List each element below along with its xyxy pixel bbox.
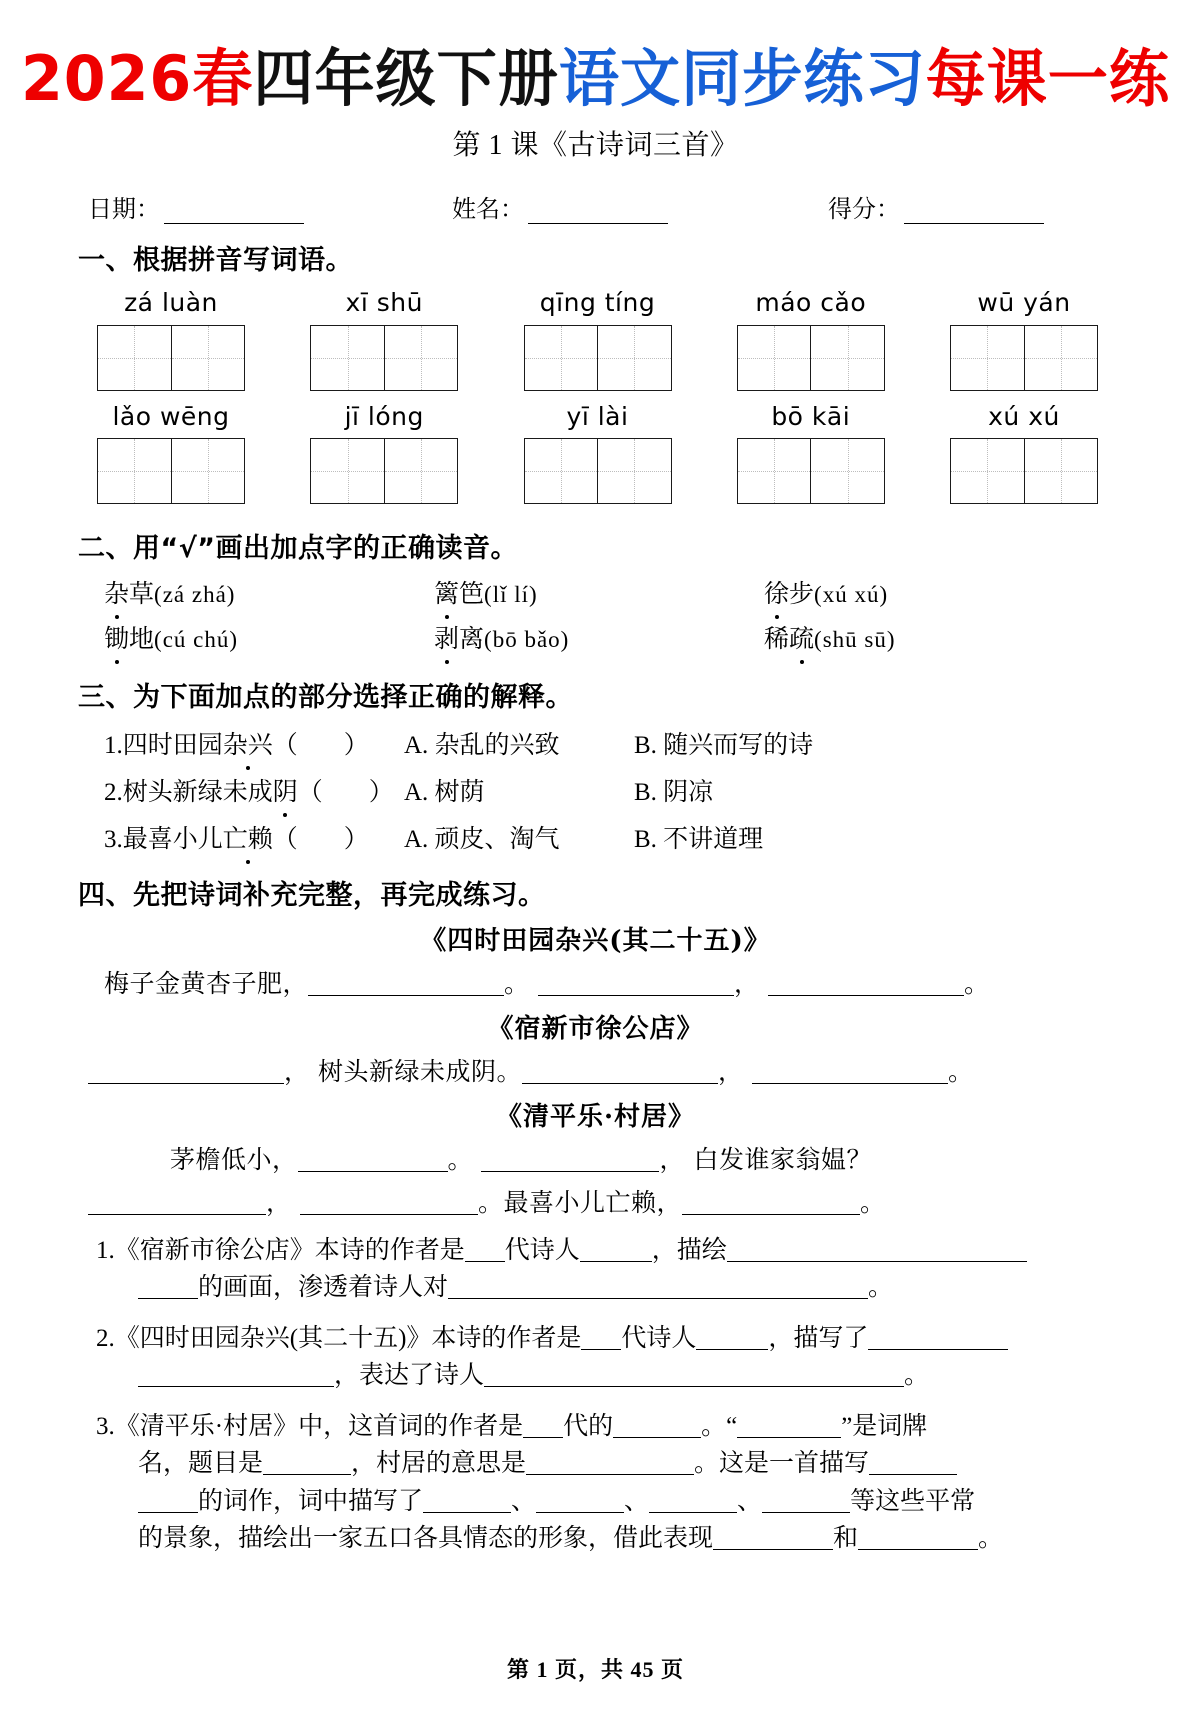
comprehension-question-1 [0, 1232, 1191, 1307]
pinyin-label: lǎo wēng [112, 401, 230, 431]
title-block [0, 44, 1191, 163]
tianzige-box[interactable] [524, 438, 672, 504]
dotted-phrase: 阴 [273, 772, 298, 808]
question-text: ，描绘 [651, 1236, 727, 1264]
tianzige-box[interactable] [737, 325, 885, 391]
poem-punct: ， [717, 1056, 744, 1086]
pinyin-grid-block [0, 287, 1191, 504]
answer-blank[interactable] [484, 1365, 904, 1387]
question-line [96, 1408, 1103, 1446]
answer-blank[interactable] [526, 1453, 694, 1475]
pinyin-cell [523, 401, 673, 504]
question-text: ，表达了诗人 [334, 1362, 485, 1390]
meta-spacer-b [668, 189, 828, 224]
answer-blank[interactable] [581, 1328, 621, 1350]
answer-blank[interactable] [737, 1416, 841, 1438]
tianzige-cell[interactable] [525, 439, 598, 503]
poem-punct: 。 [963, 968, 990, 998]
explanation-stem [104, 819, 404, 855]
answer-paren-close: ） [343, 731, 369, 759]
question-text: 。“ [701, 1412, 738, 1440]
answer-blank[interactable] [138, 1277, 198, 1299]
pronunciation-row-1 [0, 574, 1191, 610]
pronunciation-row-2 [0, 619, 1191, 655]
pronunciation-item[interactable] [764, 574, 1094, 610]
poem-blank[interactable] [88, 1061, 284, 1084]
pronunciation-item[interactable] [434, 619, 764, 655]
answer-paren-close: ） [343, 825, 369, 853]
poem-1-line-1 [0, 964, 1191, 1000]
pinyin-label: qīng tíng [539, 288, 656, 318]
poem-blank[interactable] [752, 1061, 948, 1084]
question-text: 。 [868, 1274, 894, 1302]
answer-paren-open: （ [297, 778, 323, 806]
tianzige-cell[interactable] [311, 439, 384, 503]
stem-pre: 树头新绿未成 [122, 778, 273, 806]
poem-punct: ， [284, 1056, 310, 1086]
tianzige-cell[interactable] [98, 326, 171, 390]
dotted-phrase: 亡赖 [223, 819, 273, 855]
explanation-item [0, 819, 1191, 855]
pinyin-choices[interactable]: (xú xú) [814, 581, 889, 607]
word-tail: 步 [789, 580, 815, 608]
lesson-subtitle: 第 1 课《古诗词三首》 [452, 130, 739, 162]
meta-spacer-a [304, 189, 452, 224]
poem-punct: 。 [477, 1187, 504, 1217]
explanation-option-b[interactable]: B. 不讲道理 [634, 825, 764, 853]
answer-blank[interactable] [727, 1240, 1027, 1262]
dotted-character: 疏 [789, 619, 814, 655]
pinyin-choices[interactable]: (shū sū) [814, 626, 896, 652]
pinyin-cell [736, 401, 886, 504]
question-line [96, 1320, 1103, 1358]
poem-3-line-2 [0, 1183, 1191, 1219]
pinyin-cell [949, 287, 1099, 390]
item-number: 3. [96, 1412, 115, 1440]
comprehension-question-2 [0, 1320, 1191, 1395]
question-line [96, 1445, 1103, 1483]
tianzige-cell[interactable] [1024, 326, 1098, 390]
question-text: 《宿新市徐公店》本诗的作者是 [114, 1236, 465, 1264]
question-text: 名，题目是 [138, 1450, 264, 1478]
answer-blank[interactable] [762, 1491, 850, 1513]
section-one-heading: 一、根据拼音写词语。 [78, 245, 353, 277]
tianzige-box[interactable] [310, 438, 458, 504]
poem-blank[interactable] [298, 1149, 448, 1172]
pinyin-cell [949, 401, 1099, 504]
stem-pre: 四时田园 [122, 731, 223, 759]
meta-row [88, 189, 1103, 224]
pronunciation-item[interactable] [764, 619, 1094, 655]
explanation-stem [104, 725, 404, 761]
poem-blank[interactable] [682, 1192, 860, 1215]
poem-punct: ， [733, 968, 760, 998]
tianzige-cell[interactable] [171, 326, 245, 390]
poem-punct: 。 [947, 1056, 974, 1086]
tianzige-cell[interactable] [525, 326, 598, 390]
question-line [96, 1232, 1103, 1270]
pinyin-row-2 [0, 401, 1191, 504]
dotted-character: 徐 [764, 574, 789, 610]
answer-blank[interactable] [649, 1491, 737, 1513]
poem-blank[interactable] [538, 973, 734, 996]
poem-title-1: 《四时田园杂兴(其二十五)》 [420, 925, 771, 956]
title-segment-subject: 语文同步练习 [558, 42, 926, 115]
dotted-phrase: 杂兴 [223, 725, 273, 761]
poem-text: 白发谁家翁媪？ [693, 1144, 872, 1174]
tianzige-cell[interactable] [597, 326, 671, 390]
tianzige-cell[interactable] [810, 439, 884, 503]
pronunciation-item[interactable] [434, 574, 764, 610]
question-text: 代诗人 [504, 1236, 580, 1264]
title-segment-grade: 四年级下册 [253, 42, 559, 115]
pronunciation-item[interactable] [104, 619, 434, 655]
pinyin-label: yī lài [566, 401, 629, 431]
pinyin-label: wū yán [977, 288, 1071, 318]
tianzige-box[interactable] [310, 325, 458, 391]
word-head: 稀 [764, 625, 790, 653]
question-text: 的景象，描绘出一家五口各具情态的形象，借此表现 [138, 1525, 714, 1553]
answer-blank[interactable] [138, 1365, 334, 1387]
item-number: 3. [104, 825, 123, 853]
meta-score-input[interactable] [904, 203, 1044, 224]
pinyin-choices[interactable]: (zá zhá) [154, 581, 236, 607]
item-number: 1. [104, 731, 123, 759]
explanation-item [0, 772, 1191, 808]
meta-name-input[interactable] [528, 203, 668, 224]
page-title [18, 44, 1173, 113]
dotted-character: 剥 [434, 619, 459, 655]
tianzige-cell[interactable] [738, 326, 811, 390]
poem-punct: 。 [447, 1144, 474, 1174]
meta-date [88, 189, 304, 224]
poem-text: 树头新绿未成阴。 [317, 1056, 522, 1086]
word-tail: 笆 [459, 580, 485, 608]
word-tail: 离 [459, 625, 485, 653]
meta-score [828, 189, 1044, 224]
poem-text: 茅檐低小， [170, 1144, 298, 1174]
question-text: 、 [511, 1487, 537, 1515]
pinyin-cell [309, 287, 459, 390]
word-tail: 地 [129, 625, 155, 653]
poem-punct: ， [266, 1187, 292, 1217]
answer-blank[interactable] [138, 1491, 198, 1513]
answer-paren-open: （ [272, 731, 298, 759]
poem-blank[interactable] [481, 1149, 659, 1172]
answer-blank[interactable] [423, 1491, 511, 1513]
poem-blank[interactable] [308, 973, 504, 996]
answer-blank[interactable] [869, 1453, 957, 1475]
pinyin-choices[interactable]: (cú chú) [154, 626, 239, 652]
tianzige-box[interactable] [950, 325, 1098, 391]
comprehension-question-3 [0, 1408, 1191, 1558]
pinyin-label: jī lóng [344, 401, 424, 431]
tianzige-box[interactable] [950, 438, 1098, 504]
explanation-option-a[interactable]: A. 树荫 [404, 778, 485, 806]
tianzige-cell[interactable] [384, 326, 458, 390]
tianzige-cell[interactable] [311, 326, 384, 390]
word-tail: 草 [129, 580, 155, 608]
answer-blank[interactable] [465, 1240, 505, 1262]
poem-3-line-1 [0, 1140, 1191, 1176]
title-segment-year: 2026春 [20, 42, 254, 115]
meta-name-label: 姓名： [452, 197, 524, 224]
stem-pre: 最喜小儿 [122, 825, 223, 853]
title-segment-tagline: 每课一练 [925, 42, 1171, 115]
item-number: 1. [96, 1236, 115, 1264]
tianzige-cell[interactable] [810, 326, 884, 390]
question-text: ，描写了 [768, 1324, 869, 1352]
explanation-option-a[interactable]: A. 顽皮、淘气 [404, 825, 560, 853]
question-line [96, 1269, 1103, 1307]
question-text: ”是词牌 [841, 1412, 928, 1440]
pinyin-cell [96, 401, 246, 504]
poem-blank[interactable] [522, 1061, 718, 1084]
poem-title-3: 《清平乐·村居》 [495, 1101, 696, 1132]
answer-paren-open: （ [272, 825, 298, 853]
poem-blank[interactable] [300, 1192, 478, 1215]
question-line [96, 1357, 1103, 1395]
explanation-option-a[interactable]: A. 杂乱的兴致 [404, 731, 560, 759]
pinyin-choices[interactable]: (lǐ lí) [484, 581, 538, 607]
explanation-stem [104, 772, 404, 808]
question-text: 代诗人 [621, 1324, 697, 1352]
poem-title-2: 《宿新市徐公店》 [487, 1013, 704, 1044]
poem-2-line-1 [0, 1052, 1191, 1088]
question-text: 的画面，渗透着诗人对 [198, 1274, 449, 1302]
question-text: 的词作，词中描写了 [198, 1487, 424, 1515]
question-text: 、 [624, 1487, 650, 1515]
answer-blank[interactable] [536, 1491, 624, 1513]
question-text: 。这是一首描写 [694, 1450, 870, 1478]
meta-date-input[interactable] [164, 203, 304, 224]
answer-blank[interactable] [580, 1240, 652, 1262]
tianzige-box[interactable] [524, 325, 672, 391]
explanation-item [0, 725, 1191, 761]
answer-paren-close: ） [368, 778, 394, 806]
pinyin-cell [523, 287, 673, 390]
pinyin-label: xī shū [345, 288, 423, 318]
question-text: 代的 [563, 1412, 614, 1440]
worksheet-page [0, 44, 1191, 1728]
tianzige-cell[interactable] [951, 439, 1024, 503]
section-four-heading: 四、先把诗词补充完整，再完成练习。 [78, 879, 546, 911]
explanation-option-b[interactable]: B. 阴凉 [634, 778, 714, 806]
question-line [96, 1483, 1103, 1521]
tianzige-cell[interactable] [951, 326, 1024, 390]
pinyin-label: máo cǎo [755, 288, 867, 318]
item-number: 2. [104, 778, 123, 806]
pinyin-choices[interactable]: (bō bǎo) [484, 626, 570, 652]
tianzige-cell[interactable] [98, 439, 171, 503]
meta-score-label: 得分： [828, 197, 900, 224]
answer-blank[interactable] [858, 1528, 978, 1550]
tianzige-box[interactable] [97, 325, 245, 391]
question-text: 《清平乐·村居》中，这首词的作者是 [114, 1412, 524, 1440]
dotted-character: 锄 [104, 619, 129, 655]
meta-date-label: 日期： [88, 197, 160, 224]
answer-blank[interactable] [523, 1416, 563, 1438]
question-text: 《四时田园杂兴(其二十五)》本诗的作者是 [114, 1324, 582, 1352]
meta-name [452, 189, 668, 224]
poem-blank[interactable] [768, 973, 964, 996]
question-text: 。 [904, 1362, 930, 1390]
poem-text: 梅子金黄杏子肥， [104, 968, 309, 998]
tianzige-cell[interactable] [738, 439, 811, 503]
poem-punct: 。 [860, 1187, 886, 1217]
pinyin-cell [309, 401, 459, 504]
tianzige-cell[interactable] [171, 439, 245, 503]
item-number: 2. [96, 1324, 115, 1352]
tianzige-box[interactable] [97, 438, 245, 504]
question-line [96, 1520, 1103, 1558]
pinyin-cell [96, 287, 246, 390]
tianzige-cell[interactable] [384, 439, 458, 503]
question-text: ，村居的意思是 [351, 1450, 527, 1478]
answer-blank[interactable] [448, 1277, 868, 1299]
question-text: 和 [833, 1525, 859, 1553]
question-text: 。 [978, 1525, 1004, 1553]
question-text: 等这些平常 [850, 1487, 976, 1515]
poem-punct: 。 [504, 968, 530, 998]
pinyin-label: xú xú [988, 401, 1060, 431]
pinyin-label: bō kāi [771, 401, 851, 431]
pronunciation-item[interactable] [104, 574, 434, 610]
tianzige-box[interactable] [737, 438, 885, 504]
page-footer: 第 1 页，共 45 页 [506, 1657, 684, 1682]
poem-blank[interactable] [88, 1192, 266, 1215]
question-text: 、 [737, 1487, 763, 1515]
dotted-character: 杂 [104, 574, 129, 610]
answer-blank[interactable] [263, 1453, 351, 1475]
explanation-option-b[interactable]: B. 随兴而写的诗 [634, 731, 814, 759]
answer-blank[interactable] [868, 1328, 1008, 1350]
pinyin-label: zá luàn [124, 288, 218, 318]
poem-punct: ， [659, 1144, 685, 1174]
answer-blank[interactable] [713, 1528, 833, 1550]
answer-blank[interactable] [613, 1416, 701, 1438]
pinyin-row-1 [0, 287, 1191, 390]
section-two-heading: 二、用“√”画出加点字的正确读音。 [78, 532, 518, 564]
section-three-heading: 三、为下面加点的部分选择正确的解释。 [78, 681, 573, 713]
dotted-character: 篱 [434, 574, 459, 610]
pinyin-cell [736, 287, 886, 390]
tianzige-cell[interactable] [1024, 439, 1098, 503]
poem-text: 最喜小儿亡赖， [503, 1187, 682, 1217]
answer-blank[interactable] [696, 1328, 768, 1350]
tianzige-cell[interactable] [597, 439, 671, 503]
